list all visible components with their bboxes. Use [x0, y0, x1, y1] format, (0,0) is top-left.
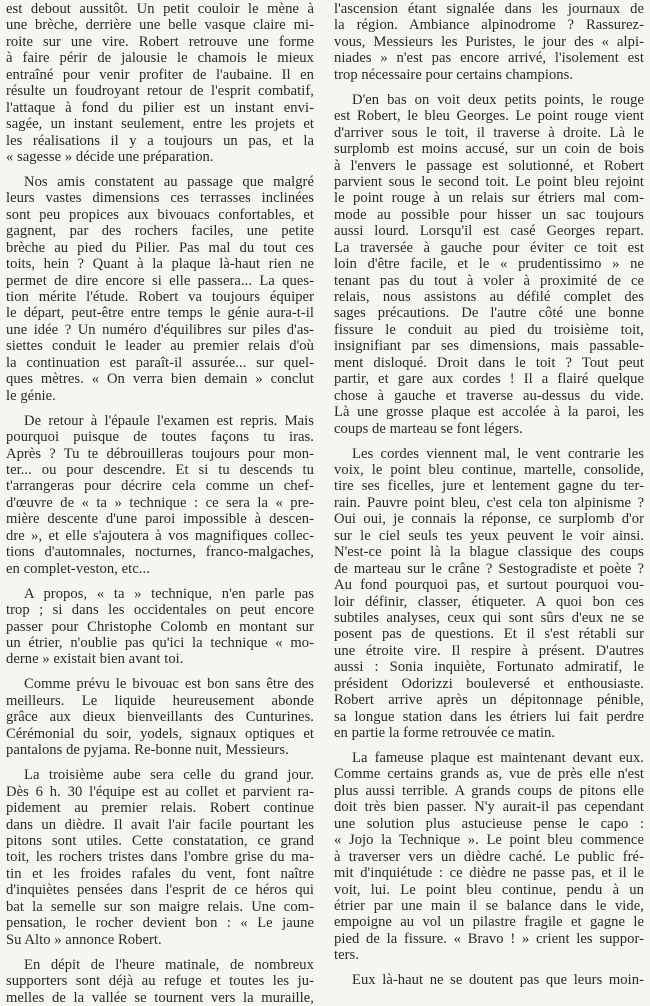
text-line: aussi : Sonia inquiète, Fortunato admiratif, le	[334, 659, 644, 676]
text-line: La fameuse plaque est maintenant devant eux.	[352, 750, 644, 767]
text-line: tenant pas du tout à voler à proximité de ce	[334, 272, 644, 289]
right-column	[334, 0, 644, 989]
paragraph	[6, 676, 314, 758]
text-line: niades » n'est pas encore arrivé, l'isolement est	[334, 50, 644, 67]
text-line: étrier par une main il se balance dans le vide,	[334, 897, 644, 914]
text-line: une étroite vire. Il respire à présent. D'autres	[334, 642, 644, 659]
text-line: permet de dire encore si elle passera... La ques-	[6, 272, 314, 289]
text-line: melles de la vallée se tournent vers la muraille,	[6, 989, 314, 1006]
text-line: tions d'automnales, nocturnes, franco-malgaches,	[6, 544, 314, 561]
text-line: aussi lourd. Lorsqu'il est casé Georges repart.	[334, 223, 644, 240]
text-line: d'œuvre de « ta » technique : ce sera la « pre-	[6, 494, 314, 511]
text-line: trop ; si dans les occidentales on peut encore	[6, 602, 314, 619]
text-line: à faire périr de jalousie le chamois le mieux	[6, 50, 314, 67]
text-line: Robert arrive après un dépitonnage pénible,	[334, 692, 644, 709]
text-line: grâce aux dieux bienveillants des Cunturines.	[6, 709, 314, 726]
text-line: une idée ? Un numéro d'équilibres sur piles d'as-	[6, 321, 314, 338]
text-line: sa longue station dans les étriers lui fait perdre	[334, 708, 644, 725]
text-line: une solution plus astucieuse pense le capo :	[334, 815, 644, 832]
text-line: fissure le conduit au pied du troisième toit,	[334, 321, 644, 338]
text-line: Comme prévu le bivouac est bon sans être des	[24, 676, 314, 693]
text-line: Dès 6 h. 30 l'équipe est au collet et parvient ra-	[6, 783, 314, 800]
text-line: La troisième aube sera celle du grand jour.	[24, 767, 314, 784]
text-line: Comme certains grands as, vue de près elle n'est	[334, 766, 644, 783]
text-line: ter... ou pour descendre. Et si tu descends tu	[6, 462, 314, 478]
text-line: Su Alto » annonce Robert.	[6, 931, 162, 948]
text-line: le génie.	[6, 387, 56, 404]
text-line: la région. Ambiance alpinodrome ? Rassurez-	[334, 17, 644, 34]
text-line: Au fond pourquoi pas, et surtout pourquoi vou-	[334, 577, 644, 594]
paragraph	[334, 1, 644, 83]
text-line: entraîné pour venir profiter de l'aubaine. Il en	[6, 66, 314, 83]
text-line: résulte un foudroyant retour de l'esprit combatif,	[6, 83, 314, 100]
text-line: Là une grosse plaque est accolée à la paroi, les	[334, 404, 644, 421]
text-line: l'ascension étant signalée dans les journaux de	[334, 1, 644, 17]
text-line: De retour à l'épaule l'examen est repris. Mais	[24, 412, 314, 429]
text-line: toits, hein ? Quant à la plaque là-haut rien ne	[6, 256, 314, 273]
text-line: surplomb est moins accusé, sur un coin de bois	[334, 141, 644, 158]
text-line: pourquoi puisque de toutes façons tu iras.	[6, 429, 314, 446]
paragraph	[6, 957, 314, 1006]
text-line: roite sur une vire. Robert retrouve une forme	[6, 33, 314, 50]
text-line: les réalisations il y a toujours un pas, et la	[6, 132, 314, 149]
text-line: La traversée à gauche pour éviter ce toit est	[334, 239, 644, 256]
text-line: subtiles analyses, ceux qui sont sûrs d'eux ne se	[334, 609, 644, 626]
text-line: Nos amis constatent au passage que malgré	[24, 173, 314, 190]
text-line: d'inquiètes pensées dans l'esprit de ce héros qui	[6, 882, 314, 899]
text-line: bat la semelle sur son maigre relais. Une com-	[6, 898, 314, 915]
text-line: loin d'être facile, et le « prudentissimo » ne	[334, 256, 644, 273]
text-line: sagée, un instant seulement, entre les projets et	[6, 116, 314, 133]
text-line: en partie la forme retrouvée ce matin.	[334, 725, 556, 741]
text-line: insignifiant par ses dimensions, mais passable-	[334, 338, 644, 355]
text-line: tin et les froides rafales du vent, font naître	[6, 865, 314, 882]
text-line: pensation, le rocher devient bon : « Le jaune	[6, 915, 314, 932]
text-line: sont peu propices aux bivouacs confortables, et	[6, 206, 314, 223]
text-line: leurs vastes dimensions ces terrasses inclinées	[6, 190, 314, 207]
text-line: voit, lui. Le point bleu continue, pendu à un	[334, 881, 644, 898]
text-line: plus aussi terrible. A grands coups de pitons elle	[334, 782, 644, 799]
text-line: rain. Pauvre point bleu, c'est cela ton alpinisme ?	[334, 494, 644, 511]
text-line: t'arrangeras pour décrire cela comme un chef-	[6, 478, 314, 495]
text-line: Eux là-haut ne se doutent pas que leurs moin-	[352, 972, 644, 989]
paragraph	[6, 174, 314, 404]
text-line: un étrier, n'oublie pas qu'ici la technique « mo-	[6, 634, 314, 651]
text-line: ment disloqué. Droit dans le toit ? Tout peut	[334, 354, 644, 371]
text-line: Après ? Tu te débrouilleras toujours pour mon-	[6, 445, 314, 462]
text-line: derne » existait bien avant toi.	[6, 651, 184, 668]
paragraph	[6, 413, 314, 577]
text-line: mière descente d'une paroi impossible à descen-	[6, 511, 314, 528]
text-line: en complet-veston, etc...	[6, 560, 150, 577]
text-line: siettes conduit le leader au premier relais d'où	[6, 338, 314, 355]
paragraph	[334, 972, 644, 988]
text-line: d'arriver sous le toit, il traverse à droite. Là le	[334, 124, 644, 141]
paragraph	[6, 1, 314, 165]
text-line: de marteau sur le crâne ? Sestogradiste et poète ?	[334, 560, 644, 577]
text-line: tire ses ficelles, jure et lentement gagne du ter-	[334, 478, 644, 495]
text-line: dans un dièdre. Il avait l'air facile pourtant les	[6, 816, 314, 833]
text-line: la continuation est paraît-il assurée... sur quel-	[6, 354, 314, 371]
text-line: « Jojo la Technique ». Le point bleu commence	[334, 832, 644, 849]
text-line: relais, nous assistons au défilé complet des	[334, 289, 644, 306]
text-line: Les cordes viennent mal, le vent contrarie les	[352, 445, 644, 462]
paragraph	[334, 446, 644, 742]
text-line: à traverser vers un dièdre caché. Le public fré-	[334, 848, 644, 865]
text-line: une brèche, derrière une belle vasque claire mi-	[6, 17, 314, 34]
text-line: pantalons de pyjama. Re-bonne nuit, Messieurs.	[6, 742, 289, 759]
text-line: « sagesse » décide une préparation.	[6, 148, 214, 165]
text-line: A propos, « ta » technique, n'en parle pas	[24, 585, 314, 602]
text-line: parvient sous le second toit. Le point bleu rejoint	[334, 173, 644, 190]
text-line: toit, les rochers tristes dans l'ombre grise du ma-	[6, 849, 314, 866]
text-line: Oui oui, je connais la réponse, ce surplomb d'or	[334, 511, 644, 528]
text-line: mode au possible pour hisser un sac toujours	[334, 206, 644, 223]
text-line: passer pour Christophe Colomb en montant sur	[6, 618, 314, 635]
text-line: mit d'inquiétude : ce dièdre ne passe pas, et il le	[334, 865, 644, 882]
text-line: pied de la fissure. « Bravo ! » crient les suppor-	[334, 930, 644, 947]
paragraph	[334, 92, 644, 437]
text-line: tion mérite l'étude. Robert va toujours équiper	[6, 289, 314, 306]
text-line: N'est-ce point là la blague classique des coups	[334, 544, 644, 561]
text-line: ques mètres. « On verra bien demain » conclut	[6, 371, 314, 388]
text-line: coups de marteau se font légers.	[334, 420, 523, 437]
left-column	[6, 0, 314, 1006]
paragraph	[6, 767, 314, 948]
text-line: Cérémonial du soir, yodels, signaux optiques et	[6, 725, 314, 742]
text-line: trop nécessaire pour certains champions.	[334, 66, 574, 83]
text-line: pidement au premier relais. Robert continue	[6, 800, 314, 817]
text-line: le point rouge à un relais sur étriers mal com-	[334, 190, 644, 207]
text-line: l'attaque à fond du pilier est un instant envi-	[6, 99, 314, 116]
text-line: est Robert, le bleu Georges. Le point rouge vient	[334, 108, 644, 125]
text-line: le départ, peut-être entre temps le génie aura-t-il	[6, 305, 314, 322]
text-line: sur le ciel seuls tes yeux peuvent le voir ainsi.	[334, 527, 644, 544]
text-line: dre », et elle s'ajoutera à vos magnifiques collec-	[6, 527, 314, 544]
text-line: sages précautions. De l'autre côté une bonne	[334, 305, 644, 322]
text-line: vous, Messieurs les Puristes, le jour des « alpi-	[334, 33, 644, 50]
text-line: ters.	[334, 947, 359, 964]
text-line: partir, et gare aux cordes ! Il a flairé quelque	[334, 371, 644, 388]
text-line: chose à gauche et traverse au-dessus du vide.	[334, 387, 644, 404]
text-line: loir définir, classer, étiqueter. A quoi bon ces	[334, 593, 644, 610]
text-line: à l'envers le passage est solutionné, et Robert	[334, 157, 644, 174]
paragraph	[334, 750, 644, 964]
text-line: meilleurs. Le liquide heureusement abonde	[6, 692, 314, 709]
text-line: brèche au pied du Pilier. Pas mal du tout ces	[6, 239, 314, 256]
text-line: pitons sont utiles. Cette constatation, ce grand	[6, 832, 314, 849]
paragraph	[6, 586, 314, 668]
text-line: En dépit de l'heure matinale, de nombreux	[24, 956, 314, 973]
text-line: est debout aussitôt. Un petit couloir le mène à	[6, 1, 314, 17]
text-line: doit très bien passer. N'y aurait-il pas cependant	[334, 799, 644, 816]
text-line: supporters sont déjà au refuge et toutes les ju-	[6, 973, 314, 990]
text-line: voix, le point bleu continue, martelle, consolide,	[334, 462, 644, 478]
text-line: gagnent, par des rochers faciles, une petite	[6, 223, 314, 240]
text-line: empoigne au vol un pilastre fragile et gagne le	[334, 914, 644, 931]
text-line: président Odorizzi bouleversé et enthousiaste.	[334, 675, 644, 692]
text-line: posent pas de questions. Et il s'est rétabli sur	[334, 626, 644, 643]
text-line: D'en bas on voit deux petits points, le rouge	[352, 91, 644, 108]
